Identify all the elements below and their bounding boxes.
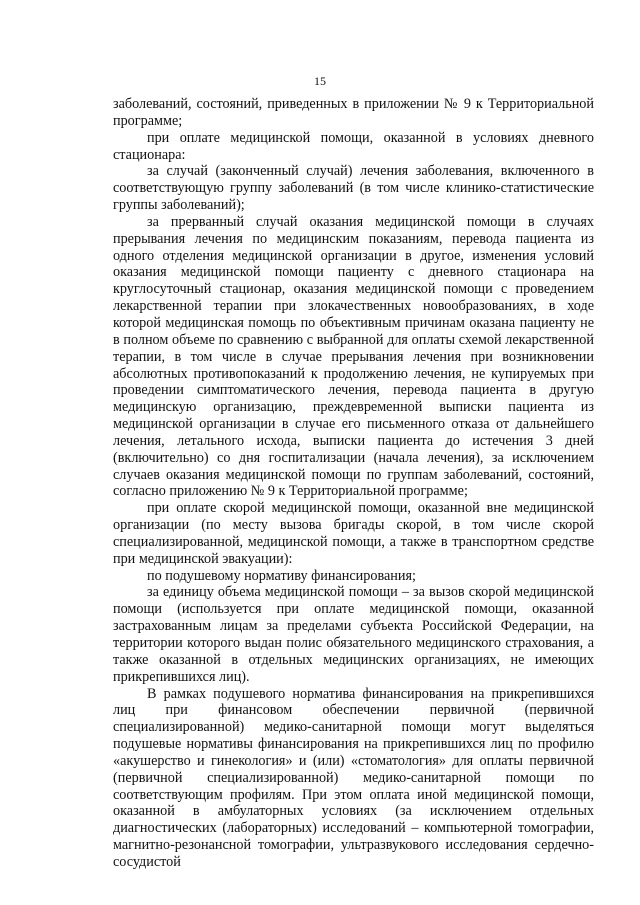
paragraph-per-capita-standard: по подушевому нормативу финансирования; [147, 567, 416, 584]
paragraph-per-call-unit: за единицу объема медицинской помощи – за вызов скорой медицинской помощи (используется при оплате медицинской помощи, оказанной застрахованным лицам за пределами субъекта Российской Федерации, на территории которого выдан полис обязательного медицинского страхования, а также оказанной в отдельных медицинских организациях, не имеющих прикрепившихся лиц). [113, 584, 594, 685]
paragraph-emergency-care-payment: при оплате скорой медицинской помощи, оказанной вне медицинской организации (по месту вызова бригады скорой, в том числе скорой специализированной, медицинской помощи, а также в транспортном средстве при медицинской эвакуации): [113, 500, 594, 567]
paragraph-interrupted-case: за прерванный случай оказания медицинской помощи в случаях прерывания лечения по медицинским показаниям, перевода пациента из одного отделения медицинской организации в другое, изменения условий оказания медицинской помощи пациенту с дневного стационара на круглосуточный стационар, оказания медицинской помощи с проведением лекарственной терапии при злокачественных новообразованиях, в ходе которой медицинская помощь по объективным причинам оказана пациенту не в полном объеме по сравнению с выбранной для оплаты схемой лекарственной терапии, в том числе в случае прерывания лечения при возникновении абсолютных противопоказаний к продолжению лечения, не купируемых при проведении симптоматического лечения, перевода пациента в другую медицинскую организацию, преждевременной выписки пациента из медицинской организации в случае его письменного отказа от дальнейшего лечения, летального исхода, выписки пациента до истечения 3 дней (включительно) со дня госпитализации (начала лечения), за исключением случаев оказания медицинской помощи по группам заболеваний, состояний, согласно приложению № 9 к Территориальной программе; [113, 213, 594, 500]
paragraph-per-capita-framework: В рамках подушевого норматива финансирования на прикрепившихся лиц при финансовом обеспечении первичной (первичной специализированной) медико-санитарной помощи могут выделяться подушевые нормативы финансирования на прикрепившихся лиц по профилю «акушерство и гинекология» и (или) «стоматология» для оплаты первичной (первичной специализированной) медико-санитарной помощи по соответствующим профилям. При этом оплата иной медицинской помощи, оказанной в амбулаторных условиях (за исключением отдельных диагностических (лабораторных) исследований – компьютерной томографии, магнитно-резонансной томографии, ультразвукового исследования сердечно-сосудистой [113, 685, 594, 870]
paragraph-day-hospital-payment: при оплате медицинской помощи, оказанной в условиях дневного стационара: [113, 129, 594, 163]
page-body [113, 96, 594, 871]
paragraph-completed-case: за случай (законченный случай) лечения заболевания, включенного в соответствующую группу заболеваний (в том числе клинико-статистические группы заболеваний); [113, 163, 594, 214]
paragraph-continuation: заболеваний, состояний, приведенных в приложении № 9 к Территориальной программе; [113, 96, 594, 129]
page-number: 15 [314, 74, 326, 88]
